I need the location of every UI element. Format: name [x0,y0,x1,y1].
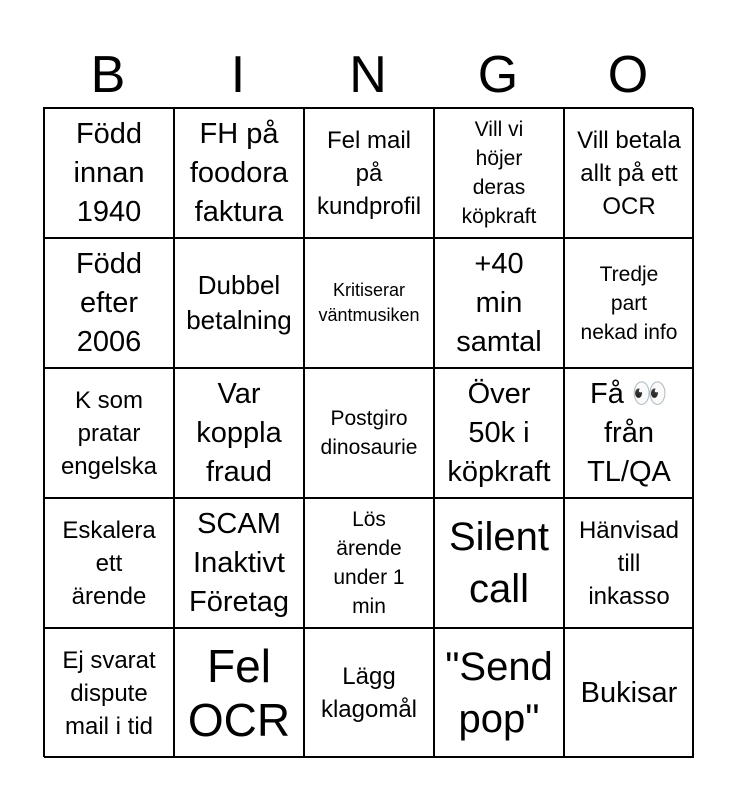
cell-text: Lös ärende under 1 min [333,508,405,618]
bingo-grid [43,107,693,757]
cell-text: Silent call [448,515,550,611]
cell-text: Ej svarat dispute mail i tid [62,646,156,740]
bingo-cell[interactable] [434,368,564,498]
cell-text: Kritiserar väntmusiken [318,280,420,325]
cell-text: "Send pop" [445,645,553,741]
bingo-cell[interactable] [44,498,174,628]
bingo-cell[interactable] [564,108,694,238]
bingo-cell[interactable] [304,628,434,758]
bingo-cell[interactable] [564,498,694,628]
header-letter-i: I [230,46,246,104]
header-letter-o: O [607,46,649,104]
bingo-cell[interactable] [434,238,564,368]
bingo-cell[interactable] [434,628,564,758]
bingo-header [43,45,693,105]
bingo-cell[interactable] [174,628,304,758]
cell-text: Lägg klagomål [320,663,418,723]
cell-text: Få 👀 från TL/QA [587,377,671,488]
header-letter-b: B [90,46,126,104]
cell-text: FH på foodora faktura [189,117,289,228]
cell-text: Postgiro dinosaurie [320,407,418,459]
cell-text: Dubbel betalning [186,270,292,335]
bingo-cell[interactable] [304,368,434,498]
bingo-cell[interactable] [564,628,694,758]
cell-text: Var koppla fraud [196,377,282,488]
bingo-cell[interactable] [434,498,564,628]
header-letter-n: N [349,46,387,104]
cell-text: Född innan 1940 [73,117,145,228]
bingo-cell[interactable] [174,498,304,628]
bingo-cell[interactable] [564,368,694,498]
cell-text: Över 50k i köpkraft [447,377,551,488]
cell-text: Hänvisad till inkasso [578,516,680,610]
cell-text: SCAM Inaktivt Företag [189,507,289,618]
bingo-cell[interactable] [434,108,564,238]
cell-text: Vill vi höjer deras köpkraft [461,118,537,228]
bingo-cell[interactable] [44,238,174,368]
cell-text: Fel mail på kundprofil [316,126,422,220]
cell-text: Bukisar [580,676,678,709]
cell-text: Född efter 2006 [75,247,143,358]
bingo-cell[interactable] [44,368,174,498]
bingo-cell[interactable] [174,108,304,238]
header-letter-g: G [477,46,519,104]
bingo-cell[interactable] [174,368,304,498]
bingo-cell[interactable] [174,238,304,368]
cell-text: Vill betala allt på ett OCR [577,126,681,220]
cell-text: Fel OCR [187,640,291,746]
bingo-cell[interactable] [564,238,694,368]
cell-text: +40 min samtal [456,247,542,358]
bingo-cell[interactable] [44,628,174,758]
bingo-cell[interactable] [304,108,434,238]
cell-text: K som pratar engelska [60,386,158,480]
cell-text: Tredje part nekad info [580,262,678,344]
bingo-cell[interactable] [44,108,174,238]
bingo-cell[interactable] [304,498,434,628]
cell-text: Eskalera ett ärende [62,516,156,610]
bingo-cell[interactable] [304,238,434,368]
